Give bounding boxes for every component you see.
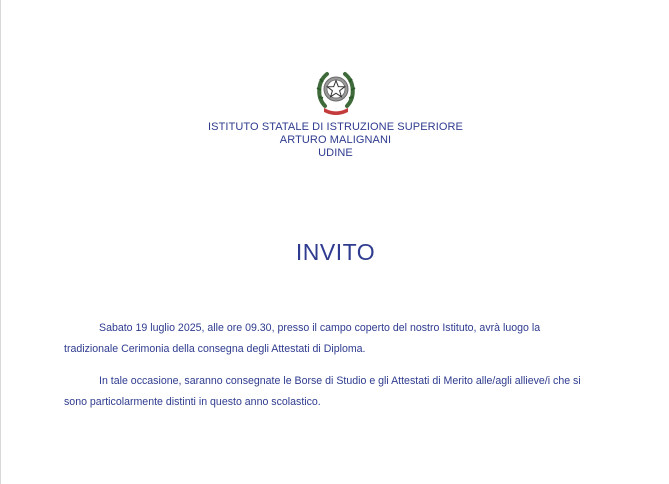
invitation-paragraph-2: In tale occasione, saranno consegnate le Borse di Studio e gli Attestati di Merito alle/agli allieve/i che si sono particolarmente distinti in questo anno scolastico.: [64, 375, 581, 408]
document-title: INVITO: [295, 239, 376, 265]
institute-header: [1, 121, 669, 160]
institute-name-line1: ISTITUTO STATALE DI ISTRUZIONE SUPERIORE: [208, 121, 463, 133]
italian-republic-emblem-icon: [315, 68, 357, 116]
institute-name-line2: ARTURO MALIGNANI: [279, 134, 392, 146]
invitation-paragraph-1: Sabato 19 luglio 2025, alle ore 09.30, presso il campo coperto del nostro Istituto, avrà luogo la tradizionale Cerimonia della consegna degli Attestati di Diploma.: [64, 322, 541, 355]
institute-city: UDINE: [318, 147, 353, 159]
